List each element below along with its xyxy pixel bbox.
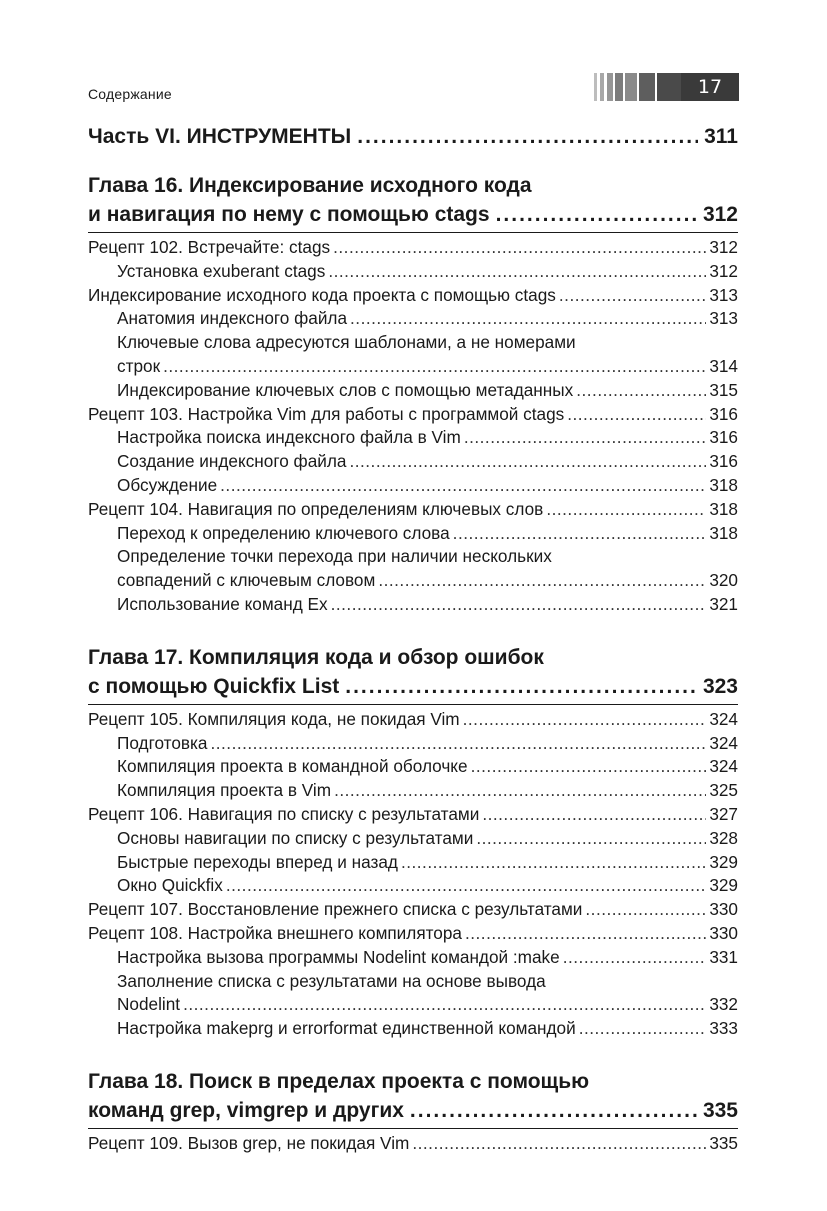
page-number: 17: [681, 73, 739, 101]
leader-dots: [331, 593, 707, 617]
toc-entry: [88, 307, 738, 331]
toc-entry: [88, 779, 738, 803]
entry-page: 315: [709, 379, 738, 400]
entry-text: Рецепт 104. Навигация по определениям ключевых слов: [88, 498, 544, 519]
entry-page: 324: [709, 756, 738, 777]
toc-entry: [88, 498, 738, 522]
leader-dots: [163, 355, 706, 379]
entry-page: 312: [709, 260, 738, 281]
entry-page: 316: [709, 403, 738, 424]
leader-dots: [334, 779, 706, 803]
chapter-title-line1: Глава 17. Компиляция кода и обзор ошибок: [88, 645, 544, 669]
toc-entry: [88, 732, 738, 756]
entry-page: 332: [709, 994, 738, 1015]
entry-page: 324: [709, 732, 738, 753]
toc-entry-continued: [88, 569, 738, 593]
toc-entry: [88, 922, 738, 946]
entry-text: Компиляция проекта в командной оболочке: [117, 756, 468, 777]
entry-text: Использование команд Ex: [117, 593, 328, 614]
entry-text: Индексирование ключевых слов с помощью метаданных: [117, 379, 574, 400]
toc-entry: [88, 522, 738, 546]
leader-dots: [328, 260, 706, 284]
entry-page: 318: [709, 498, 738, 519]
page-number-tab: [594, 73, 739, 101]
toc-entry: [88, 450, 738, 474]
toc-entry: [88, 970, 738, 994]
leader-dots: [471, 755, 707, 779]
entry-text: Рецепт 108. Настройка внешнего компилятора: [88, 922, 462, 943]
chapter-title-line2: и навигация по нему с помощью ctags: [88, 203, 490, 226]
entry-text: Рецепт 105. Компиляция кода, не покидая Vim: [88, 708, 460, 729]
entry-page: 328: [709, 827, 738, 848]
toc-entry: [88, 379, 738, 403]
entry-page: 329: [709, 851, 738, 872]
entry-page: 321: [709, 593, 738, 614]
entry-text: Анатомия индексного файла: [117, 308, 348, 329]
entry-page: 335: [709, 1132, 738, 1153]
entry-text: совпадений с ключевым словом: [117, 570, 376, 591]
toc-entry: [88, 593, 738, 617]
toc-entry: [88, 1132, 738, 1156]
entry-text: Заполнение списка с результатами на основе вывода: [117, 970, 546, 991]
leader-dots: [546, 498, 706, 522]
leader-dots: [378, 569, 706, 593]
leader-dots: [463, 708, 707, 732]
chapter-title-line1: Глава 16. Индексирование исходного кода: [88, 174, 532, 197]
chapter-heading: [88, 643, 738, 705]
leader-dots: [585, 898, 706, 922]
chapter-page: 335: [702, 1098, 738, 1122]
toc-entry: [88, 426, 738, 450]
toc-entry: [88, 755, 738, 779]
leader-dots: [410, 1096, 697, 1125]
toc-entry-continued: [88, 355, 738, 379]
toc-entry: [88, 474, 738, 498]
entry-text: Переход к определению ключевого слова: [117, 522, 450, 543]
leader-dots: [401, 851, 706, 875]
leader-dots: [559, 284, 706, 308]
entry-page: 318: [709, 474, 738, 495]
toc-entry: [88, 708, 738, 732]
toc-entry: [88, 803, 738, 827]
toc-entry: [88, 1017, 738, 1041]
running-head-title: Содержание: [88, 86, 172, 102]
chapter-title-line2: с помощью Quickfix List: [88, 674, 340, 698]
entry-text: Подготовка: [117, 732, 208, 753]
leader-dots: [476, 827, 706, 851]
chapter-title-line2: команд grep, vimgrep и других: [88, 1098, 404, 1122]
chapter-page: 323: [702, 674, 738, 698]
entry-text: Настройка поиска индексного файла в Vim: [117, 427, 461, 448]
entry-text: Настройка makeprg и errorformat единственной командой: [117, 1018, 576, 1039]
entry-page: 330: [709, 922, 738, 943]
toc-entry: [88, 874, 738, 898]
entry-text: Рецепт 106. Навигация по списку с результатами: [88, 803, 480, 824]
entry-page: 327: [709, 803, 738, 824]
entry-page: 325: [709, 780, 738, 801]
leader-dots: [563, 946, 707, 970]
entry-text: Рецепт 103. Настройка Vim для работы с программой ctags: [88, 403, 565, 424]
toc-entry: [88, 331, 738, 355]
leader-dots: [333, 236, 706, 260]
chapter-heading: [88, 171, 738, 233]
entry-page: 313: [709, 308, 738, 329]
leader-dots: [464, 426, 707, 450]
entry-page: 333: [709, 1018, 738, 1039]
entry-page: 320: [709, 570, 738, 591]
entry-text: Создание индексного файла: [117, 451, 347, 472]
toc-entry: [88, 284, 738, 308]
toc-entry: [88, 236, 738, 260]
toc-entry: [88, 545, 738, 569]
entry-text: Быстрые переходы вперед и назад: [117, 851, 398, 872]
part-heading: [88, 123, 738, 151]
toc-entry: [88, 851, 738, 875]
toc-entry: [88, 260, 738, 284]
chapter-page: 312: [702, 203, 738, 226]
leader-dots: [345, 672, 697, 701]
leader-dots: [412, 1132, 706, 1156]
leader-dots: [349, 450, 706, 474]
part-title: Часть VI. ИНСТРУМЕНТЫ: [88, 125, 352, 148]
entry-text: Основы навигации по списку с результатами: [117, 827, 474, 848]
leader-dots: [496, 200, 697, 229]
decorative-bars: [594, 73, 681, 101]
toc-entry: [88, 946, 738, 970]
chapter-title-line1: Глава 18. Поиск в пределах проекта с помощью: [88, 1069, 590, 1093]
entry-page: 313: [709, 284, 738, 305]
part-page: 311: [704, 125, 738, 148]
leader-dots: [579, 1017, 707, 1041]
entry-text: строк: [117, 355, 161, 376]
table-of-contents: [88, 116, 738, 1156]
entry-text: Ключевые слова адресуются шаблонами, а не номерами: [117, 332, 576, 353]
entry-page: 329: [709, 875, 738, 896]
leader-dots: [350, 307, 706, 331]
entry-text: Определение точки перехода при наличии нескольких: [117, 546, 552, 567]
entry-page: 316: [709, 451, 738, 472]
entry-page: 316: [709, 427, 738, 448]
leader-dots: [482, 803, 706, 827]
toc-entry: [88, 827, 738, 851]
toc-entry: [88, 403, 738, 427]
entry-page: 318: [709, 522, 738, 543]
entry-page: 330: [709, 899, 738, 920]
leader-dots: [567, 403, 706, 427]
leader-dots: [465, 922, 706, 946]
leader-dots: [183, 993, 706, 1017]
entry-text: Окно Quickfix: [117, 875, 223, 896]
entry-text: Рецепт 107. Восстановление прежнего списка с результатами: [88, 899, 583, 920]
entry-page: 324: [709, 708, 738, 729]
leader-dots: [220, 474, 706, 498]
entry-page: 314: [709, 355, 738, 376]
entry-text: Индексирование исходного кода проекта с помощью ctags: [88, 284, 556, 305]
entry-text: Настройка вызова программы Nodelint командой :make: [117, 946, 560, 967]
entry-text: Установка exuberant ctags: [117, 260, 326, 281]
chapter-heading: [88, 1067, 738, 1129]
leader-dots: [453, 522, 707, 546]
entry-text: Рецепт 109. Вызов grep, не покидая Vim: [88, 1132, 410, 1153]
leader-dots: [210, 732, 706, 756]
entry-text: Обсуждение: [117, 474, 218, 495]
entry-text: Рецепт 102. Встречайте: ctags: [88, 237, 331, 257]
entry-page: 312: [709, 237, 738, 257]
leader-dots: [357, 123, 698, 151]
entry-page: 331: [709, 946, 738, 967]
entry-text: Компиляция проекта в Vim: [117, 780, 332, 801]
toc-entry-continued: [88, 993, 738, 1017]
entry-text: Nodelint: [117, 994, 181, 1015]
leader-dots: [576, 379, 706, 403]
leader-dots: [226, 874, 706, 898]
toc-entry: [88, 898, 738, 922]
